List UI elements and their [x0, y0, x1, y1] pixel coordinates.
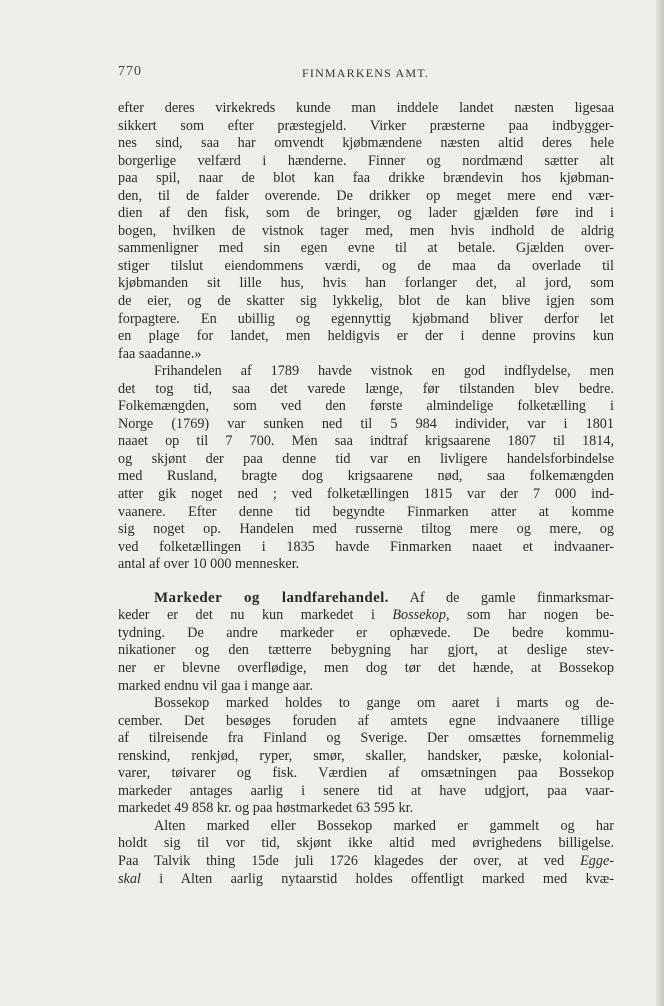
- running-title: FINMARKENS AMT.: [302, 66, 430, 80]
- text-line: Alten marked eller Bossekop marked er gammelt og har: [154, 817, 614, 834]
- text-line: holdt sig til vor tid, skjønt ikke altid med øvrighedens billigelse.: [118, 835, 614, 852]
- text-body: [118, 100, 614, 888]
- text-line: markeder antages aarlig i senere tid at have udgjort, paa vaar-: [118, 782, 614, 799]
- text-line: varer, tøivarer og fisk. Værdien af omsætningen paa Bossekop: [118, 765, 614, 782]
- text-line: sammenligner med sin egen evne til at betale. Gjælden over-: [118, 240, 614, 257]
- text-line: de eier, og de skatter sig lykkelig, blot de kan blive igjen som: [118, 293, 614, 310]
- text-line: sikkert som efter præstegjeld. Virker præsterne paa indbygger-: [118, 117, 614, 134]
- text-line: dien af den fisk, som de bringer, og lader gjælden føre ind i: [118, 205, 614, 222]
- section-spacer: [118, 574, 614, 590]
- text-fragment: Paa Talvik thing 15de juli 1726 klagedes der over, at ved: [118, 852, 581, 869]
- text-line: antal af over 10 000 mennesker.: [118, 556, 300, 573]
- paragraph-1: [118, 100, 614, 363]
- text-line: cember. Det besøges foruden af amtets egne indvaanere tillige: [118, 712, 614, 729]
- text-fragment: Af de gamle finmarksmar-: [388, 589, 614, 606]
- text-line: Bossekop marked holdes to gange om aaret i marts og de-: [154, 695, 614, 712]
- text-line: stiger tilslut eiendommens værdi, og de maa da overlade til: [118, 257, 614, 274]
- text-line: Frihandelen af 1789 havde vistnok en god indflydelse, men: [154, 363, 614, 380]
- paragraph-5: [118, 818, 614, 888]
- text-line: Norge (1769) var sunken ned til 5 984 individer, var i 1801: [118, 415, 614, 432]
- place-name-eggeskal: Egge-: [580, 852, 614, 869]
- text-line: forpagtere. En ubillig og egennyttig kjøbmand bliver derfor let: [118, 310, 614, 327]
- text-line: bogen, hvilken de vistnok tager med, men hvis indhold de aldrig: [118, 222, 614, 239]
- text-line: markedet 49 858 kr. og paa høstmarkedet 63 595 kr.: [118, 800, 414, 817]
- page-edge: [656, 0, 664, 1006]
- text-line: [118, 590, 614, 608]
- text-line: [118, 853, 614, 871]
- paragraph-2: [118, 363, 614, 574]
- text-line: og skjønt der paa denne tid var en livligere handelsforbindelse: [118, 450, 614, 467]
- section-markeder: [118, 590, 614, 695]
- text-line: [118, 607, 614, 625]
- text-fragment: i Alten aarlig nytaarstid holdes offentligt marked med kvæ-: [140, 870, 614, 887]
- text-line: kjøbmanden sit lille hus, hvis han forlanger det, al jord, som: [118, 275, 614, 292]
- text-line: nes sind, saa har omvendt kjøbmændene næsten altid deres hele: [118, 135, 614, 152]
- text-line: ner er blevne overflødige, men dog tør det hænde, at Bossekop: [118, 659, 614, 676]
- text-line: nikationer og den tætterre bebygning har gjort, at deslige stev-: [118, 642, 614, 659]
- text-line: paa spil, naar de blot kan faa drikke brændevin hos kjøbman-: [118, 170, 614, 187]
- text-line: ved folketællingen i 1835 havde Finmarken naaet et indvaaner-: [118, 538, 614, 555]
- place-name-eggeskal-cont: skal: [118, 870, 141, 887]
- page-header: [118, 64, 638, 84]
- text-fragment: keder er det nu kun markedet i: [118, 607, 393, 624]
- text-line: af tilreisende fra Finland og Sverige. Der omsættes fornemmelig: [118, 730, 614, 747]
- page-number: 770: [118, 64, 142, 79]
- text-line: renskind, renkjød, ryper, smør, skaller, handsker, pæske, kolonial-: [118, 747, 614, 764]
- paragraph-4: [118, 695, 614, 818]
- text-line: [118, 871, 614, 889]
- text-line: naaet op til 7 700. Men saa indtraf krigsaarene 1807 til 1814,: [118, 433, 614, 450]
- text-line: den, til de falder overende. De drikker op meget mere end vær-: [118, 187, 614, 204]
- text-line: efter deres virkekreds kunde man inddele landet næsten ligesaa: [118, 100, 614, 116]
- text-line: med Rusland, bragte dog krigsaarene nød, saa folkemængden: [118, 468, 614, 485]
- text-line: atter gik noget ned ; ved folketællingen 1815 var der 7 000 ind-: [118, 486, 614, 503]
- section-heading: Markeder og landfarehandel.: [154, 589, 389, 606]
- text-line: borgerlige velfærd i hænderne. Finner og nordmænd sætter alt: [118, 152, 614, 169]
- text-line: faa saadanne.»: [118, 345, 202, 362]
- place-name-bossekop: Bossekop,: [392, 607, 450, 624]
- text-line: sig noget op. Handelen med russerne tiltog mere og mere, og: [118, 521, 614, 538]
- text-fragment: som har nogen be-: [449, 607, 614, 624]
- text-line: vaanere. Efter denne tid begyndte Finmarken atter at komme: [118, 503, 614, 520]
- text-line: marked endnu vil gaa i mange aar.: [118, 677, 314, 694]
- text-line: det tog tid, saa det varede længe, før tilstanden blev bedre.: [118, 380, 614, 397]
- text-line: en plage for landet, men heldigvis er der i denne provins kun: [118, 328, 614, 345]
- text-line: Folkemængden, som ved den første almindelige folketælling i: [118, 398, 614, 415]
- text-line: tydning. De andre markeder er ophævede. De bedre kommu-: [118, 624, 614, 641]
